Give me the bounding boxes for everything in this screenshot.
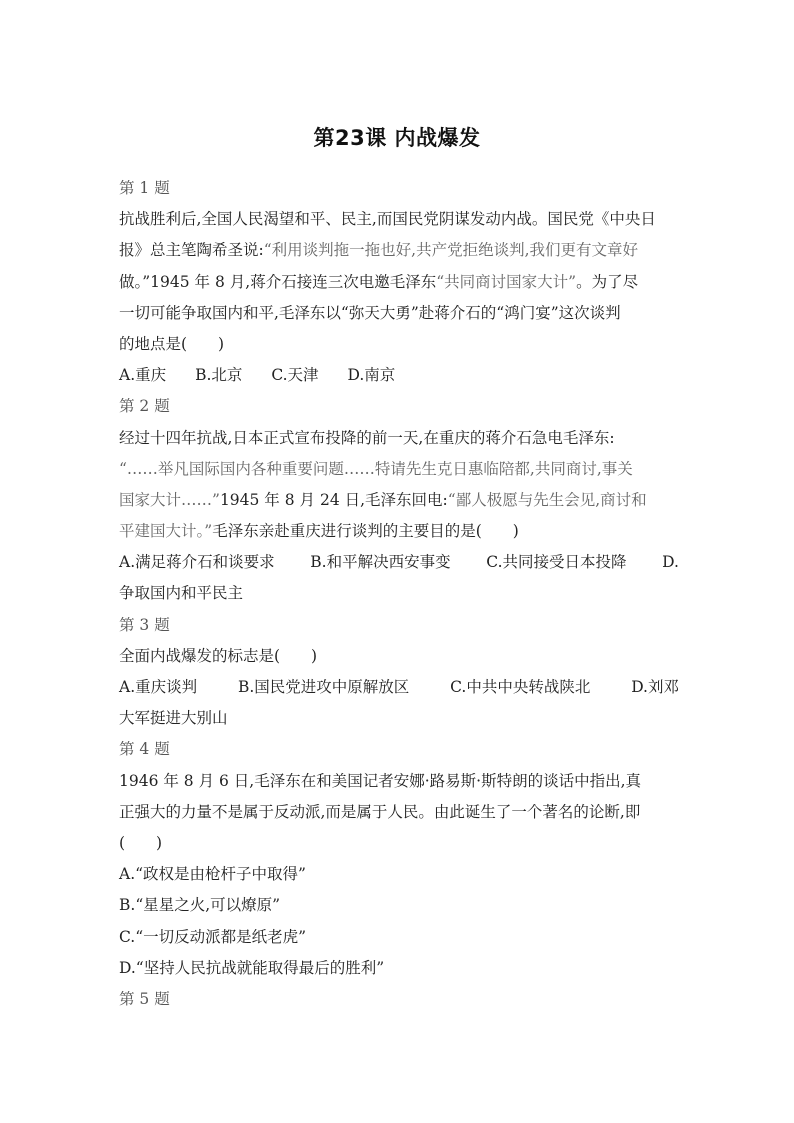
question-2-quote: “鄙人极愿与先生会见,商讨和 — [447, 490, 647, 509]
option-a: A.“政权是由枪杆子中取得” — [119, 865, 306, 884]
question-1-quote: “利用谈判拖一拖也好,共产党拒绝谈判,我们更有文章好 — [263, 241, 639, 260]
question-4-stem-line-1: 1946 年 8 月 6 日,毛泽东在和美国记者安娜·路易斯·斯特朗的谈话中指出,真 — [119, 771, 642, 790]
option-c: C.“一切反动派都是纸老虎” — [119, 927, 307, 946]
option-d: D.南京 — [347, 366, 396, 385]
question-2-stem-line-2: “……举凡国际国内各种重要问题……特请先生克日惠临陪都,共同商讨,事关 — [119, 459, 633, 478]
question-2-label: 第 2 题 — [119, 397, 170, 416]
option-d-continuation: 大军挺进大别山 — [119, 709, 228, 728]
option-d-letter: D. — [662, 553, 679, 572]
question-1-stem-line-4: 一切可能争取国内和平,毛泽东以“弥天大勇”赴蒋介石的“鸿门宴”这次谈判 — [119, 303, 621, 322]
question-2-text: 毛泽东亲赴重庆进行谈判的主要目的是( ) — [212, 522, 519, 541]
question-1-label: 第 1 题 — [119, 179, 170, 197]
question-1-stem-line-2 — [119, 235, 679, 266]
question-2-options — [119, 547, 679, 578]
question-3-label: 第 3 题 — [119, 615, 170, 634]
question-4-stem-line-3: ( ) — [119, 833, 163, 852]
question-2-stem-line-1: 经过十四年抗战,日本正式宣布投降的前一天,在重庆的蒋介石急电毛泽东: — [119, 428, 615, 447]
question-1-text: 报》总主笔陶希圣说: — [119, 241, 264, 260]
question-1-stem-line-1: 抗战胜利后,全国人民渴望和平、民主,而国民党阴谋发动内战。国民党《中央日 — [119, 210, 656, 229]
option-a: A.重庆 — [119, 366, 167, 385]
question-3-options — [119, 672, 679, 703]
question-2-quote: 国家大计……” — [119, 490, 220, 509]
option-d-continuation: 争取国内和平民主 — [119, 584, 244, 603]
question-1-quote: “共同商讨国家大计” — [436, 272, 577, 291]
option-b: B.“星星之火,可以燎原” — [119, 896, 281, 915]
question-list — [119, 173, 679, 1015]
question-2-text: 1945 年 8 月 24 日,毛泽东回电: — [219, 490, 448, 509]
option-a: A.满足蒋介石和谈要求 — [119, 553, 275, 572]
option-d: D.刘邓 — [631, 678, 679, 696]
question-1-options — [119, 360, 679, 391]
option-d: D.“坚持人民抗战就能取得最后的胜利” — [119, 958, 385, 977]
option-a: A.重庆谈判 — [119, 678, 198, 696]
question-2-stem-line-3 — [119, 485, 679, 516]
question-2-stem-line-4 — [119, 516, 679, 547]
question-4-stem-line-2: 正强大的力量不是属于反动派,而是属于人民。由此诞生了一个著名的论断,即 — [119, 802, 641, 821]
question-1-stem-line-3 — [119, 267, 679, 298]
option-b: B.国民党进攻中原解放区 — [237, 678, 410, 696]
question-1-text: 。为了尽 — [576, 272, 639, 291]
question-3-stem: 全面内战爆发的标志是( ) — [119, 646, 318, 665]
option-c: C.天津 — [271, 366, 319, 385]
question-5-label: 第 5 题 — [119, 989, 170, 1008]
option-b: B.北京 — [195, 366, 243, 385]
question-4-label: 第 4 题 — [119, 740, 170, 759]
question-2-quote: 平建国大计。” — [119, 522, 213, 541]
option-c: C.共同接受日本投降 — [486, 553, 627, 572]
option-c: C.中共中央转战陕北 — [450, 678, 591, 696]
lesson-title: 第23课 内战爆发 — [313, 126, 481, 150]
question-1-text: 做。”1945 年 8 月,蒋介石接连三次电邀毛泽东 — [119, 272, 437, 291]
question-1-stem-line-5: 的地点是( ) — [119, 334, 225, 353]
option-b: B.和平解决西安事变 — [310, 553, 451, 572]
